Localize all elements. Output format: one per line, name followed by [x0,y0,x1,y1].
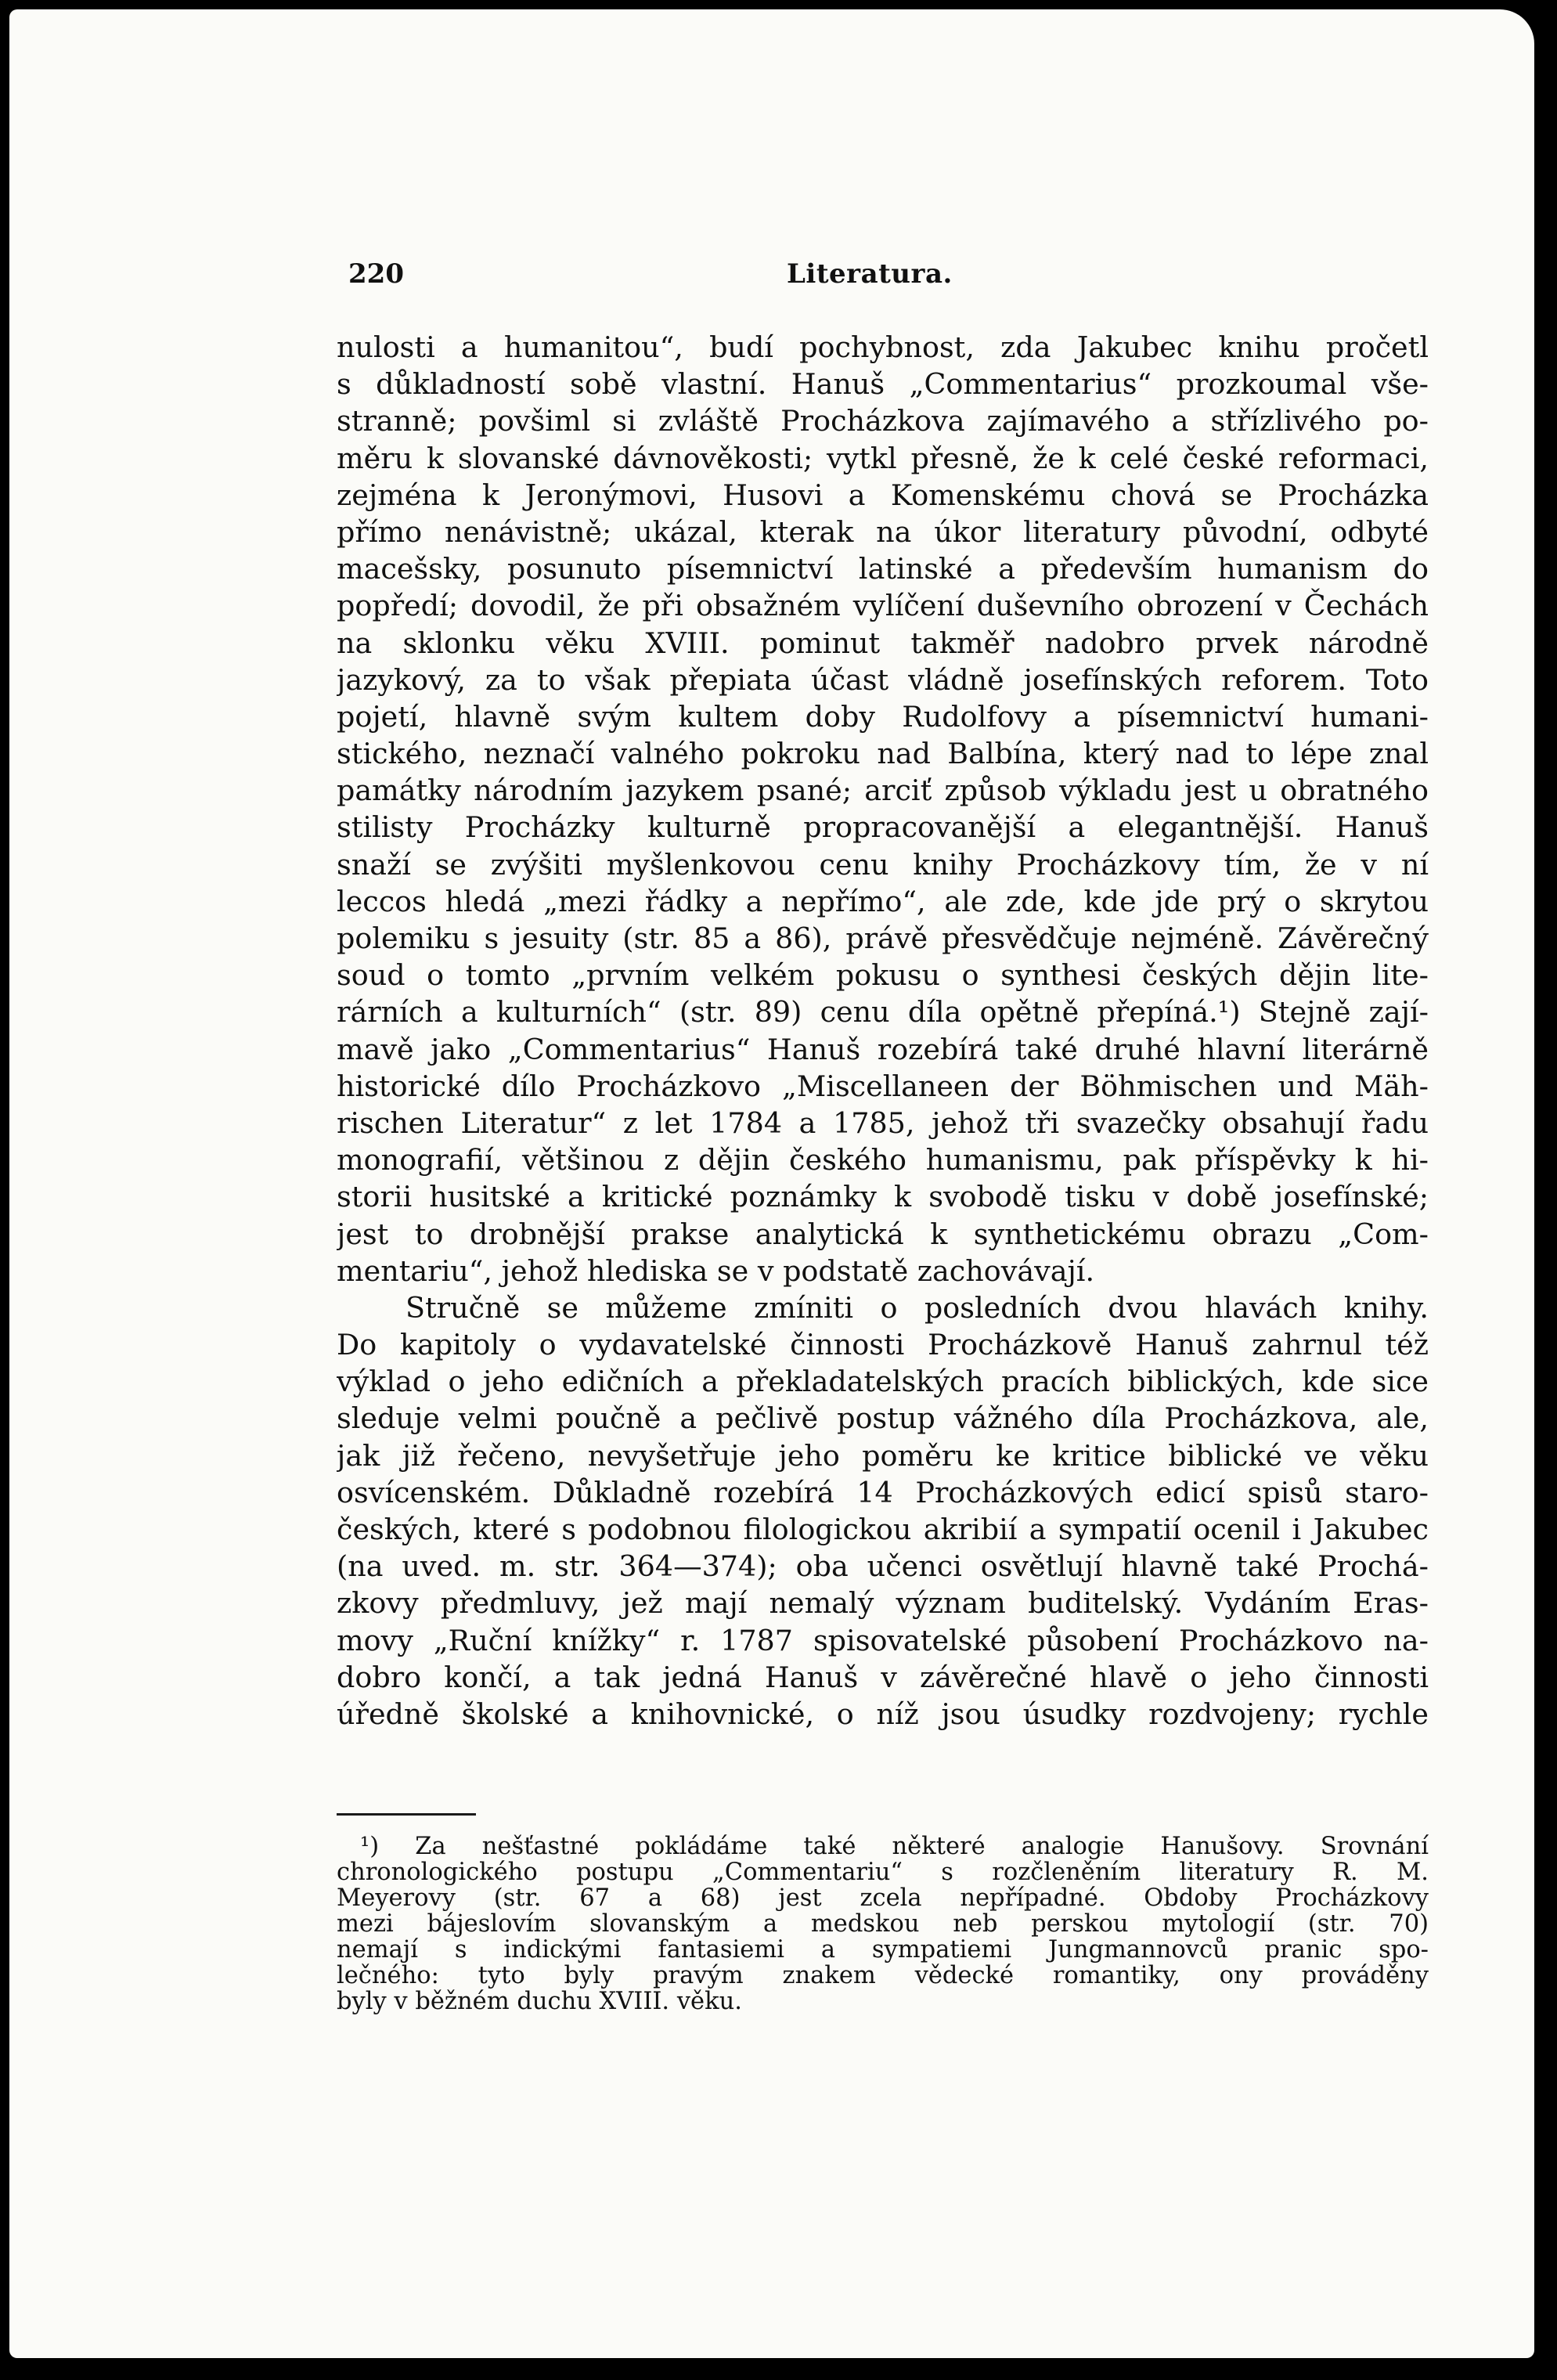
text-line: na sklonku věku XVIII. pominut takměř nadobro prvek národně [337,626,1429,660]
text-line: jak již řečeno, nevyšetřuje jeho poměru ke kritice biblické ve věku [337,1438,1429,1473]
text-line: výklad o jeho edičních a překladatelských pracích biblických, kde sice [337,1365,1429,1399]
footnote-line: lečného: tyto byly pravým znakem vědecké romantiky, ony prováděny [337,1963,1429,1989]
text-line: rárních a kulturních“ (str. 89) cenu díla opětně přepíná.¹) Stejně zají- [337,995,1429,1030]
text-line: soud o tomto „prvním velkém pokusu o synthesi českých dějin lite- [337,958,1429,993]
text-line: stilisty Procházky kulturně propracovanější a elegantnější. Hanuš [337,810,1429,845]
text-line: (na uved. m. str. 364—374); oba učenci osvětlují hlavně také Prochá- [337,1549,1429,1584]
main-text [337,329,1429,1733]
footnote-line: nemají s indickými fantasiemi a sympatiemi Jungmannovců pranic spo- [337,1937,1429,1963]
page-header [337,258,1429,298]
text-line: storii husitské a kritické poznámky k svobodě tisku v době josefínské; [337,1180,1429,1214]
text-line: rischen Literatur“ z let 1784 a 1785, jehož tři svazečky obsahují řadu [337,1105,1429,1140]
footnote-line: chronologického postupu „Commentariu“ s rozčleněním literatury R. M. [337,1859,1429,1885]
text-line: zkovy předmluvy, jež mají nemalý význam buditelský. Vydáním Eras- [337,1586,1429,1621]
text-line: dobro končí, a tak jedná Hanuš v závěrečné hlavě o jeho činnosti [337,1660,1429,1694]
text-line: nulosti a humanitou“, budí pochybnost, zda Jakubec knihu pročetl [337,330,1429,364]
paragraph-start-line: Stručně se můžeme zmíniti o posledních dvou hlavách knihy. [405,1290,1429,1325]
text-line: monografií, většinou z dějin českého humanismu, pak příspěvky k hi- [337,1143,1429,1177]
text-line: s důkladností sobě vlastní. Hanuš „Commentarius“ prozkoumal vše- [337,367,1429,402]
text-line: Do kapitoly o vydavatelské činnosti Procházkově Hanuš zahrnul též [337,1328,1429,1362]
page-number: 220 [348,258,404,290]
text-line: jazykový, za to však přepiata účast vládně josefínských reforem. Toto [337,662,1429,697]
book-page [9,9,1534,2358]
footnote-line: Meyerovy (str. 67 a 68) jest zcela nepřípadné. Obdoby Procházkovy [337,1885,1429,1911]
text-line: osvícenském. Důkladně rozebírá 14 Procházkových edicí spisů staro- [337,1475,1429,1509]
text-line: stranně; povšiml si zvláště Procházkova zajímavého a střízlivého po- [337,404,1429,438]
text-line: jest to drobnější prakse analytická k synthetickému obrazu „Com- [337,1217,1429,1251]
text-line: movy „Ruční knížky“ r. 1787 spisovatelské působení Procházkovo na- [337,1623,1429,1657]
text-line: mavě jako „Commentarius“ Hanuš rozebírá také druhé hlavní literárně [337,1032,1429,1066]
running-title: Literatura. [787,258,953,290]
footnote-divider [337,1813,476,1816]
text-line: leccos hledá „mezi řádky a nepřímo“, ale zde, kde jde prý o skrytou [337,884,1429,918]
footnote-line: byly v běžném duchu XVIII. věku. [337,1989,742,2014]
text-line: pojetí, hlavně svým kultem doby Rudolfovy a písemnictví humani- [337,699,1429,734]
text-line: měru k slovanské dávnověkosti; vytkl přesně, že k celé české reformaci, [337,441,1429,475]
text-line: přímo nenávistně; ukázal, kterak na úkor literatury původní, odbyté [337,514,1429,549]
text-line: úředně školské a knihovnické, o níž jsou úsudky rozdvojeny; rychle [337,1697,1429,1731]
text-line: památky národním jazykem psané; arciť způsob výkladu jest u obratného [337,774,1429,808]
text-line: popředí; dovodil, že při obsažném vylíčení duševního obrození v Čechách [337,589,1429,623]
text-line: polemiku s jesuity (str. 85 a 86), právě přesvědčuje nejméně. Závěrečný [337,921,1429,955]
footnote-line: ¹) Za nešťastné pokládáme také některé analogie Hanušovy. Srovnání [360,1834,1429,1859]
text-line: snaží se zvýšiti myšlenkovou cenu knihy Procházkovy tím, že v ní [337,847,1429,882]
text-line: sleduje velmi poučně a pečlivě postup vážného díla Procházkova, ale, [337,1401,1429,1436]
text-line: zejména k Jeronýmovi, Husovi a Komenskému chová se Procházka [337,478,1429,512]
text-line: historické dílo Procházkovo „Miscellaneen der Böhmischen und Mäh- [337,1069,1429,1103]
paragraph-end-line: mentariu“, jehož hlediska se v podstatě zachovávají. [337,1253,1095,1288]
footnote-line: mezi bájeslovím slovanským a medskou neb perskou mytologií (str. 70) [337,1911,1429,1937]
text-line: stického, neznačí valného pokroku nad Balbína, který nad to lépe znal [337,737,1429,771]
text-line: českých, které s podobnou filologickou akribií a sympatií ocenil i Jakubec [337,1513,1429,1546]
footnote [337,1834,1429,2014]
text-line: macešsky, posunuto písemnictví latinské a především humanism do [337,552,1429,586]
